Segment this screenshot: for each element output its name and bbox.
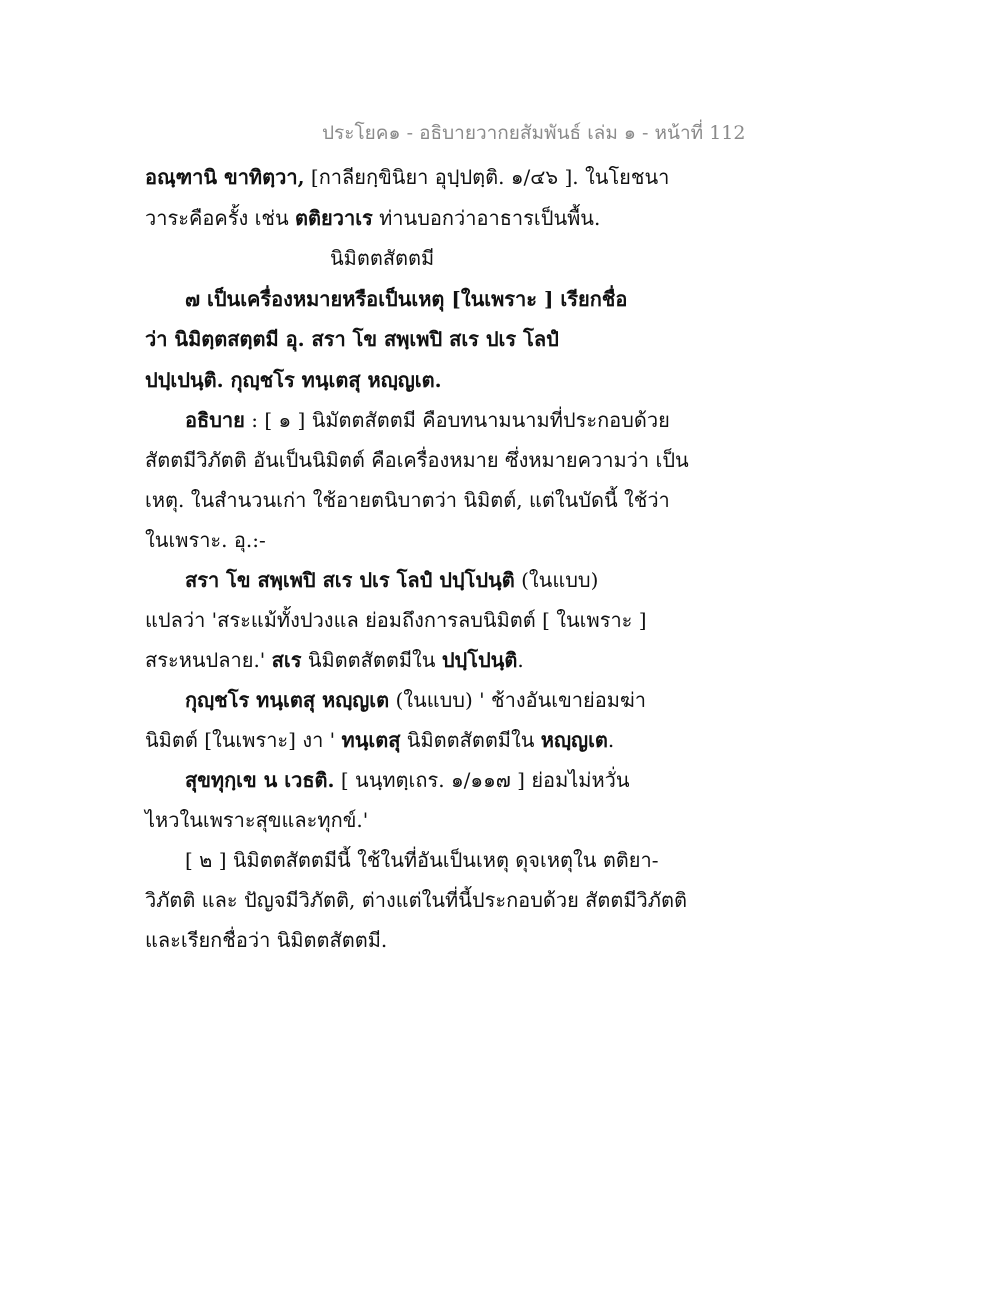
bold-text-run: ปปฺเปนฺติ. กุญฺชโร ทนฺเตสุ หญฺญเต.	[145, 368, 442, 392]
text-line	[145, 203, 600, 233]
text-run: (ในแบบ)	[514, 568, 599, 592]
bold-text-run: อณฺฑานิ ขาทิตฺวา,	[145, 165, 305, 189]
text-line	[185, 284, 627, 314]
text-line	[145, 805, 368, 835]
text-line	[145, 365, 442, 395]
text-line	[185, 685, 646, 715]
text-line	[145, 725, 614, 755]
text-run: [กาลียกฺขินิยา อุปฺปตฺติ. ๑/๔๖ ]. ในโยชนา	[304, 165, 670, 189]
text-run: .	[517, 648, 524, 672]
text-line	[185, 565, 598, 595]
bold-text-run: ตติยวาเร	[295, 206, 373, 230]
bold-text-run: ว่า นิมิตฺตสตฺตมี อุ. สรา โข สพฺเพปิ สเร ปเร โลปํ	[145, 327, 559, 351]
text-run: .	[607, 728, 615, 752]
text-run: แปลว่า 'สระแม้ทั้งปวงแล ย่อมถึงการลบนิมิตต์ [ ในเพราะ ]	[145, 608, 647, 632]
bold-text-run: กุญฺชโร ทนฺเตสุ หญฺญเต	[185, 688, 390, 712]
text-run: [ นนฺทตฺเถร. ๑/๑๑๗ ] ย่อมไม่หวั่น	[334, 768, 630, 792]
text-run: วิภัตติ และ ปัญจมีวิภัตติ, ต่างแต่ในที่นี้ประกอบด้วย สัตตมีวิภัตติ	[145, 888, 687, 912]
text-line	[145, 485, 670, 515]
bold-text-run: ปปฺโปนฺติ	[441, 648, 518, 672]
text-run: นิมิตตสัตตมี	[330, 246, 435, 270]
text-line	[145, 324, 559, 354]
bold-text-run: สรา โข สพฺเพปิ สเร ปเร โลปํ ปปฺโปนฺติ	[185, 568, 515, 592]
bold-text-run: สเร	[271, 648, 302, 672]
text-run: (ในแบบ) ' ช้างอันเขาย่อมฆ่า	[389, 688, 646, 712]
text-run: ไหวในเพราะสุขและทุกข์.'	[145, 808, 369, 832]
text-line	[145, 925, 387, 955]
text-line	[145, 162, 669, 192]
bold-text-run: สุขทุกฺเข น เวธติ.	[185, 768, 335, 792]
text-line	[145, 445, 689, 475]
text-run: สระหนปลาย.'	[145, 648, 272, 672]
bold-text-run: อธิบาย	[185, 408, 245, 432]
text-run: นิมิตต์ [ในเพราะ] งา '	[145, 728, 342, 752]
text-run: เหตุ. ในสำนวนเก่า ใช้อายตนิบาตว่า นิมิตต์, แต่ในบัดนี้ ใช้ว่า	[145, 488, 670, 512]
text-line	[185, 405, 670, 435]
text-run: : [ ๑ ] นิมัตตสัตตมี คือบทนามนามที่ประกอบด้วย	[244, 408, 670, 432]
text-run: ท่านบอกว่าอาธารเป็นพื้น.	[372, 206, 601, 230]
text-line	[145, 605, 647, 635]
text-line	[145, 885, 687, 915]
bold-text-run: หญฺญเต	[540, 728, 608, 752]
text-run: [ ๒ ] นิมิตตสัตตมีนี้ ใช้ในที่อันเป็นเหตุ ดุจเหตุใน ตติยา-	[185, 848, 659, 872]
text-run: วาระคือครั้ง เช่น	[145, 206, 296, 230]
section-heading	[330, 243, 434, 273]
text-run: และเรียกชื่อว่า นิมิตตสัตตมี.	[145, 928, 388, 952]
text-run: ในเพราะ. อุ.:-	[145, 528, 266, 552]
page-header: ประโยค๑ - อธิบายวากยสัมพันธ์ เล่ม ๑ - หน้าที่ 112	[322, 122, 746, 144]
text-line	[145, 525, 266, 555]
text-line	[145, 645, 524, 675]
bold-text-run: ทนฺเตสุ	[341, 728, 401, 752]
text-line	[185, 765, 630, 795]
text-run: นิมิตตสัตตมีใน	[400, 728, 541, 752]
bold-text-run: ๗ เป็นเครื่องหมายหรือเป็นเหตุ [ในเพราะ ] เรียกชื่อ	[185, 287, 628, 311]
text-line	[185, 845, 659, 875]
text-run: นิมิตตสัตตมีใน	[301, 648, 442, 672]
text-run: สัตตมีวิภัตติ อันเป็นนิมิตต์ คือเครื่องหมาย ซึ่งหมายความว่า เป็น	[145, 448, 689, 472]
